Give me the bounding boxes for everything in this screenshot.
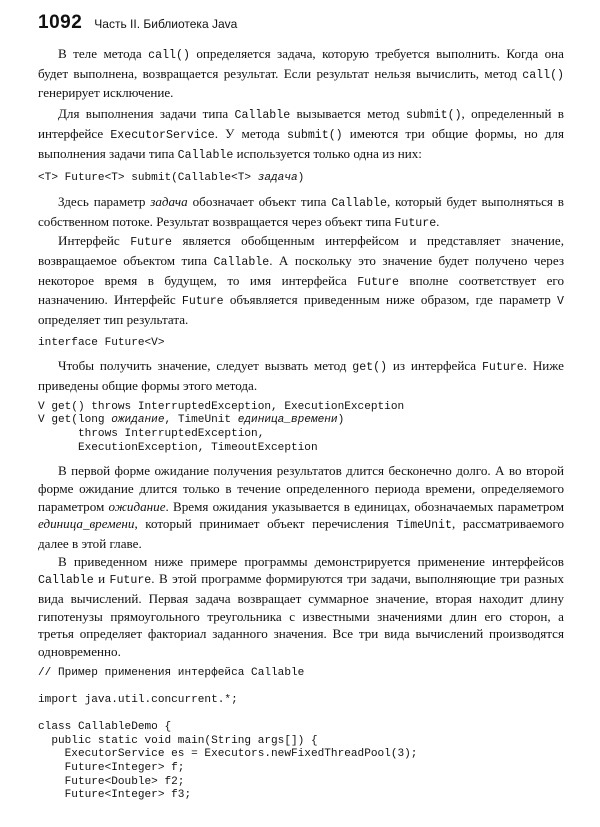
paragraph-3: Здесь параметр задача обозначает объект типа Callable, который будет выполняться в собственном потоке. Результат возвращается через объект типа Future.: [38, 193, 564, 230]
page-header: [38, 12, 564, 38]
code-line: // Пример применения интерфейса Callable: [38, 666, 305, 679]
book-page: [38, 12, 564, 810]
code-line: V get(long ожидание, TimeUnit единица_времени): [38, 414, 345, 427]
paragraph-6: В первой форме ожидание получения результатов длится бесконечно долго. А во второй форме ожидание длится только в течение определенного периода времени, определяемого параметром ожидание. Время ожидания указывается в единицах, обозначаемых параметром единица_времени, который принимает объект перечисления TimeUnit, рассматриваемого далее в этой главе.: [38, 463, 564, 551]
code-submit-signature: <T> Future<T> submit(Callable<T> задача): [38, 172, 305, 185]
code-line: Future<Integer> f3;: [38, 789, 192, 802]
code-line: [38, 708, 564, 722]
code-line: ExecutorService es = Executors.newFixedThreadPool(3);: [38, 748, 418, 761]
code-line: V get() throws InterruptedException, ExecutionException: [38, 400, 405, 413]
paragraph-2: Для выполнения задачи типа Callable вызывается метод submit(), определенный в интерфейсе ExecutorService. У метода submit() имеются три общие формы, но для выполнения задачи типа Callable используется только одна из них:: [38, 106, 564, 162]
chapter-title: Часть II. Библиотека Java: [94, 17, 238, 31]
paragraph-7: В приведенном ниже примере программы демонстрируется применение интерфейсов Callable и Future. В этой программе формируются три задачи, выполняющие три разных вида вычислений. Первая задача возвращает суммарное значение, вторая находит длину гипотенузы прямоугольного треугольника с известными значениями длин его сторон, а третья определяет факториал заданного значения. Все три вида вычислений производятся одновременно.: [38, 553, 564, 660]
paragraph-1: В теле метода call() определяется задача, которую требуется выполнить. Когда она будет выполнена, возвращается результат. Если результат нельзя вычислить, метод call() генерирует исключение.: [38, 46, 564, 101]
code-listing: [38, 667, 564, 803]
code-line: [38, 680, 564, 694]
paragraph-5: Чтобы получить значение, следует вызвать метод get() из интерфейса Future. Ниже приведены общие формы этого метода.: [38, 358, 564, 394]
code-line: class CallableDemo {: [38, 721, 172, 734]
code-line: Future<Double> f2;: [38, 775, 185, 788]
code-line: import java.util.concurrent.*;: [38, 694, 238, 707]
code-future-interface: interface Future<V>: [38, 336, 165, 349]
code-get-forms: [38, 401, 564, 455]
code-line: public static void main(String args[]) {: [38, 734, 318, 747]
page-number: 1092: [38, 12, 83, 33]
code-line: Future<Integer> f;: [38, 762, 185, 774]
code-line: throws InterruptedException,: [38, 427, 265, 440]
paragraph-4: Интерфейс Future является обобщенным интерфейсом и представляет значение, возвращаемое объектом типа Callable. А поскольку это значение будет получено через некоторое время в будущем, то имя интерфейса Future вполне соответствует его назначению. Интерфейс Future объявляется приведенным ниже образом, где параметр V определяет тип результата.: [38, 233, 565, 328]
code-line: ExecutionException, TimeoutException: [38, 441, 318, 454]
